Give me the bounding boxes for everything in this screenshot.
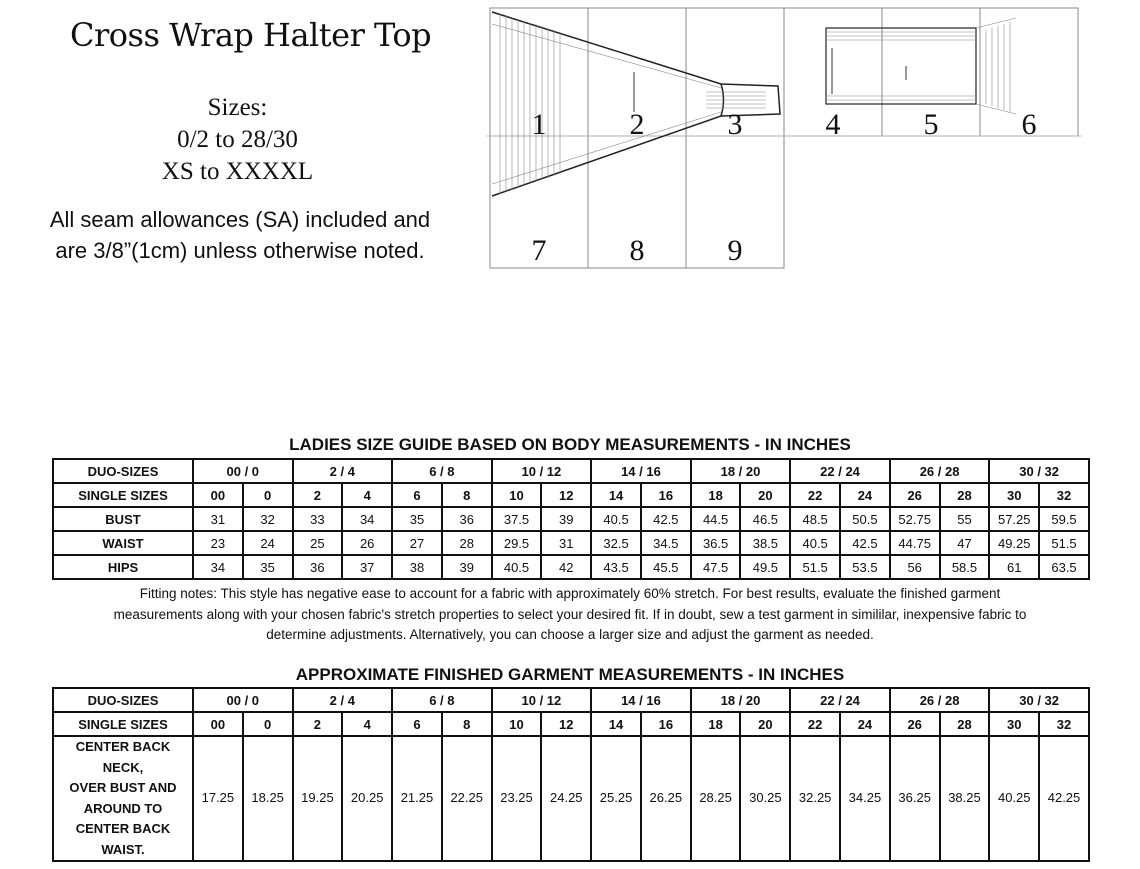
measurement-value: 36 (442, 507, 492, 531)
pattern-page-3: 3 (727, 108, 743, 141)
single-size-cell: 6 (392, 712, 442, 736)
duo-size-cell: 2 / 4 (293, 459, 393, 483)
measurement-value: 36.25 (890, 736, 940, 861)
measurement-value: 17.25 (193, 736, 243, 861)
measurement-value: 36 (293, 555, 343, 579)
single-sizes-row (53, 712, 1089, 736)
measurement-value: 51.5 (1039, 531, 1089, 555)
measurement-value: 24 (243, 531, 293, 555)
measurement-value: 32.5 (591, 531, 641, 555)
measurement-value: 40.5 (790, 531, 840, 555)
single-sizes-label: SINGLE SIZES (53, 483, 193, 507)
seam-allowance-note (30, 204, 450, 266)
fitting-notes (52, 584, 1088, 646)
front-piece-size-lines (492, 14, 766, 194)
measurement-value: 45.5 (641, 555, 691, 579)
seam-note-line-1: All seam allowances (SA) included and (49, 207, 431, 232)
pattern-page-4: 4 (825, 108, 841, 141)
seam-note-line-2: are 3/8”(1cm) unless otherwise noted. (55, 238, 425, 263)
measurement-value: 35 (392, 507, 442, 531)
measurement-value: 24.25 (541, 736, 591, 861)
measurement-value: 34.5 (641, 531, 691, 555)
single-size-cell: 32 (1039, 712, 1089, 736)
duo-sizes-row (53, 688, 1089, 712)
single-size-cell: 32 (1039, 483, 1089, 507)
duo-size-cell: 14 / 16 (591, 688, 691, 712)
measurement-label: HIPS (53, 555, 193, 579)
measurement-value: 36.5 (691, 531, 741, 555)
measurement-value: 19.25 (293, 736, 343, 861)
measurement-value: 52.75 (890, 507, 940, 531)
measurement-value: 27 (392, 531, 442, 555)
measurement-value: 33 (293, 507, 343, 531)
measurement-value: 40.5 (492, 555, 542, 579)
measurement-row (53, 555, 1089, 579)
measurement-value: 32.25 (790, 736, 840, 861)
measurement-value: 47.5 (691, 555, 741, 579)
measurement-value: 53.5 (840, 555, 890, 579)
duo-size-cell: 00 / 0 (193, 459, 293, 483)
duo-size-cell: 30 / 32 (989, 688, 1089, 712)
measurement-label (53, 736, 193, 861)
measurement-row (53, 736, 1089, 861)
measurement-value: 42.25 (1039, 736, 1089, 861)
measurement-label-line: WAIST. (101, 841, 145, 857)
single-size-cell: 10 (492, 483, 542, 507)
duo-sizes-row (53, 459, 1089, 483)
single-size-cell: 4 (342, 712, 392, 736)
measurement-value: 31 (541, 531, 591, 555)
measurement-value: 59.5 (1039, 507, 1089, 531)
back-piece-size-lines (826, 18, 1016, 114)
measurement-value: 46.5 (740, 507, 790, 531)
measurement-label-line: CENTER BACK (75, 821, 171, 836)
single-size-cell: 30 (989, 483, 1039, 507)
garment-measurements-heading: APPROXIMATE FINISHED GARMENT MEASUREMENTS - IN INCHES (295, 665, 845, 684)
measurement-value: 42.5 (641, 507, 691, 531)
pattern-page-6: 6 (1021, 108, 1037, 141)
single-size-cell: 8 (442, 712, 492, 736)
pattern-page-1: 1 (531, 108, 547, 141)
single-size-cell: 20 (740, 712, 790, 736)
single-sizes-row (53, 483, 1089, 507)
measurement-row (53, 507, 1089, 531)
pattern-page-5: 5 (923, 108, 939, 141)
measurement-value: 35 (243, 555, 293, 579)
single-size-cell: 14 (591, 712, 641, 736)
measurement-label-line: AROUND TO (83, 800, 163, 816)
measurement-value: 57.25 (989, 507, 1039, 531)
fitting-notes-line-1: Fitting notes: This style has negative ease to account for a fabric with approximately 60% stretch. For best results, evaluate the finished garment (139, 586, 1001, 601)
single-size-cell: 28 (940, 712, 990, 736)
single-size-cell: 26 (890, 712, 940, 736)
duo-size-cell: 6 / 8 (392, 688, 492, 712)
body-measurements-heading: LADIES SIZE GUIDE BASED ON BODY MEASUREMENTS - IN INCHES (289, 435, 851, 454)
duo-size-cell: 14 / 16 (591, 459, 691, 483)
pattern-layout-diagram (486, 4, 1086, 274)
measurement-value: 38.5 (740, 531, 790, 555)
sizes-numeric-range: 0/2 to 28/30 (177, 126, 298, 153)
duo-size-cell: 00 / 0 (193, 688, 293, 712)
single-sizes-label: SINGLE SIZES (53, 712, 193, 736)
single-size-cell: 12 (541, 483, 591, 507)
duo-size-cell: 26 / 28 (890, 688, 990, 712)
garment-table-body (53, 688, 1089, 861)
measurement-value: 40.5 (591, 507, 641, 531)
measurement-value: 56 (890, 555, 940, 579)
single-size-cell: 2 (293, 483, 343, 507)
single-size-cell: 4 (342, 483, 392, 507)
body-measurements-table (52, 458, 1090, 580)
measurement-value: 34 (342, 507, 392, 531)
measurement-value: 30.25 (740, 736, 790, 861)
single-size-cell: 00 (193, 483, 243, 507)
measurement-value: 55 (940, 507, 990, 531)
body-table-body (53, 459, 1089, 579)
single-size-cell: 16 (641, 712, 691, 736)
measurement-value: 26 (342, 531, 392, 555)
single-size-cell: 0 (243, 483, 293, 507)
measurement-value: 37 (342, 555, 392, 579)
pattern-page-8: 8 (629, 234, 645, 267)
single-size-cell: 22 (790, 483, 840, 507)
measurement-value: 22.25 (442, 736, 492, 861)
single-size-cell: 0 (243, 712, 293, 736)
measurement-value: 39 (541, 507, 591, 531)
garment-measurements-table (52, 687, 1090, 862)
measurement-value: 42.5 (840, 531, 890, 555)
single-size-cell: 18 (691, 483, 741, 507)
single-size-cell: 24 (840, 483, 890, 507)
measurement-value: 18.25 (243, 736, 293, 861)
measurement-value: 51.5 (790, 555, 840, 579)
single-size-cell: 6 (392, 483, 442, 507)
measurement-value: 26.25 (641, 736, 691, 861)
measurement-value: 42 (541, 555, 591, 579)
duo-sizes-label: DUO-SIZES (53, 688, 193, 712)
duo-sizes-label: DUO-SIZES (53, 459, 193, 483)
single-size-cell: 22 (790, 712, 840, 736)
measurement-value: 34 (193, 555, 243, 579)
measurement-value: 44.5 (691, 507, 741, 531)
measurement-value: 29.5 (492, 531, 542, 555)
single-size-cell: 20 (740, 483, 790, 507)
pattern-title: Cross Wrap Halter Top (70, 16, 432, 54)
sizes-letter-range: XS to XXXXL (161, 158, 314, 185)
duo-size-cell: 6 / 8 (392, 459, 492, 483)
single-size-cell: 14 (591, 483, 641, 507)
duo-size-cell: 18 / 20 (691, 459, 791, 483)
single-size-cell: 16 (641, 483, 691, 507)
duo-size-cell: 10 / 12 (492, 688, 592, 712)
duo-size-cell: 2 / 4 (293, 688, 393, 712)
measurement-row (53, 531, 1089, 555)
measurement-value: 25 (293, 531, 343, 555)
measurement-value: 61 (989, 555, 1039, 579)
duo-size-cell: 22 / 24 (790, 688, 890, 712)
measurement-value: 28 (442, 531, 492, 555)
single-size-cell: 30 (989, 712, 1039, 736)
single-size-cell: 2 (293, 712, 343, 736)
measurement-value: 25.25 (591, 736, 641, 861)
measurement-value: 44.75 (890, 531, 940, 555)
measurement-value: 49.25 (989, 531, 1039, 555)
pattern-page-7: 7 (531, 234, 547, 267)
fitting-notes-line-2: measurements along with your chosen fabric's stretch properties to select your desired fit. If in doubt, sew a test garment in simililar, inexpensive fabric to (113, 606, 1027, 622)
measurement-label: BUST (53, 507, 193, 531)
measurement-value: 49.5 (740, 555, 790, 579)
measurement-value: 34.25 (840, 736, 890, 861)
measurement-value: 40.25 (989, 736, 1039, 861)
single-size-cell: 26 (890, 483, 940, 507)
single-size-cell: 24 (840, 712, 890, 736)
measurement-value: 20.25 (342, 736, 392, 861)
measurement-value: 21.25 (392, 736, 442, 861)
measurement-label-line: OVER BUST AND (69, 780, 177, 795)
measurement-label: WAIST (53, 531, 193, 555)
measurement-value: 38.25 (940, 736, 990, 861)
measurement-value: 37.5 (492, 507, 542, 531)
measurement-value: 31 (193, 507, 243, 531)
duo-size-cell: 22 / 24 (790, 459, 890, 483)
measurement-value: 38 (392, 555, 442, 579)
measurement-value: 43.5 (591, 555, 641, 579)
single-size-cell: 10 (492, 712, 542, 736)
measurement-value: 39 (442, 555, 492, 579)
pattern-page-9: 9 (727, 234, 743, 267)
sizes-label: Sizes: (207, 94, 268, 121)
measurement-value: 50.5 (840, 507, 890, 531)
duo-size-cell: 18 / 20 (691, 688, 791, 712)
fitting-notes-line-3: determine adjustments. Alternatively, you can choose a larger size and adjust the garment as needed. (266, 627, 874, 642)
measurement-value: 58.5 (940, 555, 990, 579)
duo-size-cell: 30 / 32 (989, 459, 1089, 483)
measurement-value: 23.25 (492, 736, 542, 861)
pattern-page-2: 2 (629, 108, 645, 141)
measurement-value: 47 (940, 531, 990, 555)
measurement-value: 63.5 (1039, 555, 1089, 579)
single-size-cell: 8 (442, 483, 492, 507)
single-size-cell: 28 (940, 483, 990, 507)
back-piece-outline (826, 28, 976, 104)
measurement-value: 32 (243, 507, 293, 531)
measurement-label-line: CENTER BACK NECK, (75, 739, 171, 775)
measurement-value: 48.5 (790, 507, 840, 531)
single-size-cell: 00 (193, 712, 243, 736)
duo-size-cell: 10 / 12 (492, 459, 592, 483)
single-size-cell: 12 (541, 712, 591, 736)
sizes-block (120, 92, 355, 188)
single-size-cell: 18 (691, 712, 741, 736)
measurement-value: 23 (193, 531, 243, 555)
measurement-value: 28.25 (691, 736, 741, 861)
duo-size-cell: 26 / 28 (890, 459, 990, 483)
